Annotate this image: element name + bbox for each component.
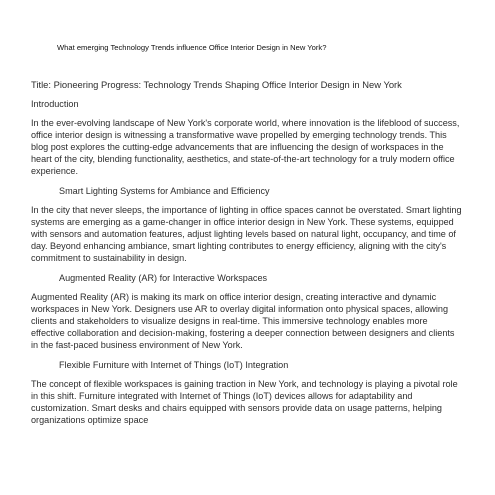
question-heading: What emerging Technology Trends influence Office Interior Design in New York? [57,43,327,52]
section-paragraph-smart-lighting: In the city that never sleeps, the importance of lighting in office spaces cannot be overstated. Smart lighting systems are emerging as a game-changer in office interior design in New York. These systems, equipped with sensors and automation features, adjust lighting levels based on natural light, occupancy, and time of day. Beyond enhancing ambiance, smart lighting contributes to energy efficiency, aligning with the city's commitment to sustainability in design. [31,205,462,263]
section-heading-smart-lighting: Smart Lighting Systems for Ambiance and Efficiency [59,186,270,196]
intro-paragraph: In the ever-evolving landscape of New York's corporate world, where innovation is the lifeblood of success, office interior design is witnessing a transformative wave propelled by emerging technology trends. This blog post explores the cutting-edge advancements that are influencing the design of workspaces in the heart of the city, blending functionality, aesthetics, and state-of-the-art technology for a truly modern office experience. [31,118,460,176]
section-heading-flexible-furniture: Flexible Furniture with Internet of Things (IoT) Integration [59,360,289,370]
article-title: Title: Pioneering Progress: Technology Trends Shaping Office Interior Design in New York [31,79,402,90]
article-body [31,79,463,426]
section-paragraph-flexible-furniture: The concept of flexible workspaces is gaining traction in New York, and technology is playing a pivotal role in this shift. Furniture integrated with Internet of Things (IoT) devices allows for adaptability and customization. Smart desks and chairs equipped with sensors provide data on usage patterns, helping organizations optimize space [31,379,458,425]
intro-heading: Introduction [31,99,79,109]
section-paragraph-augmented-reality: Augmented Reality (AR) is making its mark on office interior design, creating interactive and dynamic workspaces in New York. Designers use AR to overlay digital information onto physical spaces, allowing clients and stakeholders to visualize designs in real-time. This immersive technology enables more effective collaboration and decision-making, fostering a deeper connection between designers and clients in the fast-paced business environment of New York. [31,292,455,350]
section-heading-augmented-reality: Augmented Reality (AR) for Interactive Workspaces [59,273,268,283]
